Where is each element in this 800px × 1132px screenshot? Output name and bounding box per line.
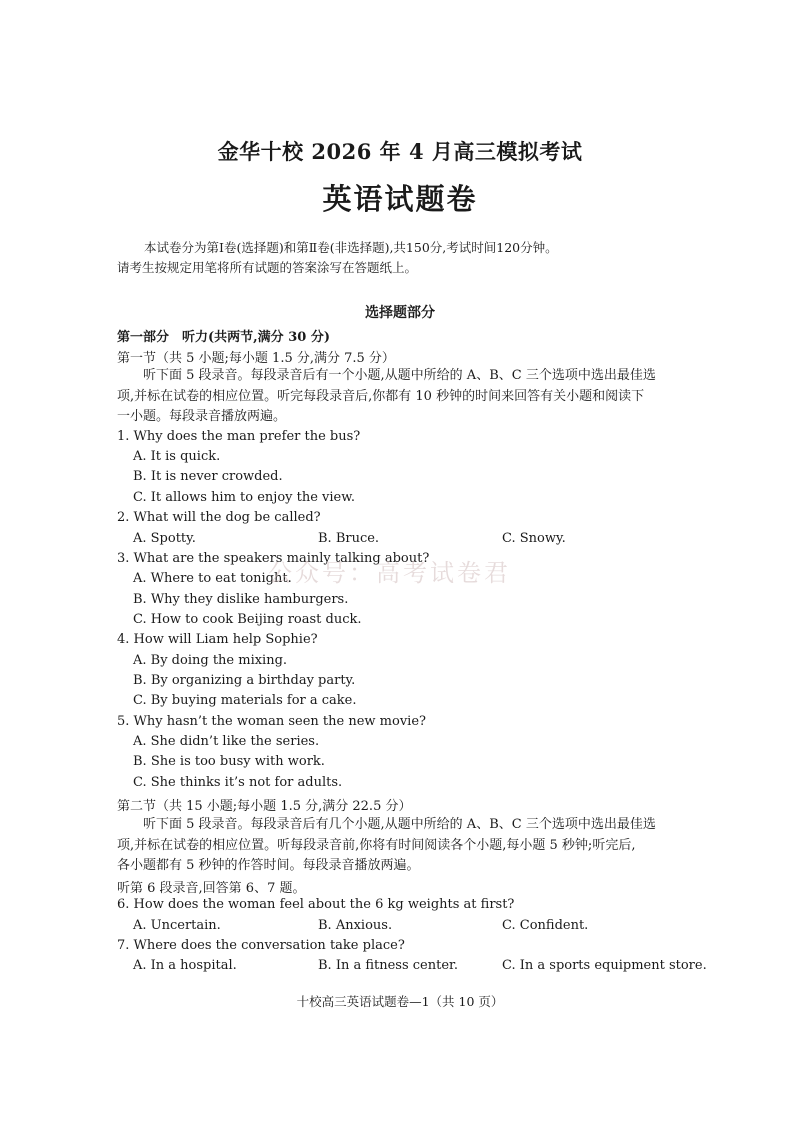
instruction-line: 一小题。每段录音播放两遍。 (117, 409, 287, 424)
option-3c: C. How to cook Beijing roast duck. (133, 612, 362, 627)
watermark: 公众号：高考试卷君 (268, 559, 511, 587)
option-7a: A. In a hospital. (133, 958, 237, 973)
option-5c: C. She thinks it’s not for adults. (133, 775, 343, 790)
exam-title: 金华十校 2026 年 4 月高三模拟考试 (217, 139, 583, 164)
option-1a: A. It is quick. (133, 449, 221, 464)
option-7b: B. In a fitness center. (318, 958, 458, 973)
question-3: 3. What are the speakers mainly talking about? (117, 551, 430, 566)
option-4c: C. By buying materials for a cake. (133, 693, 357, 708)
option-2b: B. Bruce. (318, 531, 380, 546)
dialogue-instruction: 听第 6 段录音,回答第 6、7 题。 (117, 881, 306, 896)
option-4a: A. By doing the mixing. (133, 653, 288, 668)
question-5: 5. Why hasn’t the woman seen the new movie? (117, 714, 426, 729)
instruction-line: 各小题都有 5 秒钟的作答时间。每段录音播放两遍。 (117, 858, 420, 873)
section-heading: 第二节（共 15 小题;每小题 1.5 分,满分 22.5 分） (117, 799, 412, 814)
option-7c: C. In a sports equipment store. (502, 958, 707, 973)
page-footer: 十校高三英语试题卷—1（共 10 页） (296, 994, 504, 1009)
option-6a: A. Uncertain. (133, 918, 221, 933)
part-heading: 第一部分 听力(共两节,满分 30 分) (117, 330, 330, 345)
section-title: 选择题部分 (365, 305, 435, 321)
instruction-line: 听下面 5 段录音。每段录音后有一个小题,从题中所给的 A、B、C 三个选项中选出最佳选 (143, 368, 656, 383)
question-6: 6. How does the woman feel about the 6 kg weights at first? (117, 897, 515, 912)
question-1: 1. Why does the man prefer the bus? (117, 429, 361, 444)
question-7: 7. Where does the conversation take place? (117, 938, 405, 953)
option-3b: B. Why they dislike hamburgers. (133, 592, 349, 607)
option-6c: C. Confident. (502, 918, 589, 933)
option-2a: A. Spotty. (133, 531, 196, 546)
section-instructions (117, 815, 697, 877)
option-1b: B. It is never crowded. (133, 469, 283, 484)
exam-subtitle: 英语试题卷 (322, 182, 478, 216)
intro-line: 请考生按规定用笔将所有试题的答案涂写在答题纸上。 (117, 260, 418, 275)
option-3a: A. Where to eat tonight. (133, 571, 292, 586)
instruction-line: 项,并标在试卷的相应位置。听每段录音前,你将有时间阅读各个小题,每小题 5 秒钟;听完后, (117, 837, 636, 853)
option-5b: B. She is too busy with work. (133, 754, 325, 769)
intro-line: 本试卷分为第Ⅰ卷(选择题)和第Ⅱ卷(非选择题),共150分,考试时间120分钟。 (144, 240, 558, 255)
instruction-line: 项,并标在试卷的相应位置。听完每段录音后,你都有 10 秒钟的时间来回答有关小题和阅读下 (117, 388, 645, 404)
question-2: 2. What will the dog be called? (117, 510, 321, 525)
section-heading: 第一节（共 5 小题;每小题 1.5 分,满分 7.5 分） (117, 351, 395, 366)
instruction-line: 听下面 5 段录音。每段录音后有几个小题,从题中所给的 A、B、C 三个选项中选出最佳选 (143, 817, 656, 832)
option-1c: C. It allows him to enjoy the view. (133, 490, 355, 505)
option-5a: A. She didn’t like the series. (133, 734, 320, 749)
option-4b: B. By organizing a birthday party. (133, 673, 356, 688)
option-2c: C. Snowy. (502, 531, 566, 546)
exam-intro (117, 238, 717, 278)
question-4: 4. How will Liam help Sophie? (117, 632, 318, 647)
option-6b: B. Anxious. (318, 918, 393, 933)
section-instructions (117, 366, 697, 428)
